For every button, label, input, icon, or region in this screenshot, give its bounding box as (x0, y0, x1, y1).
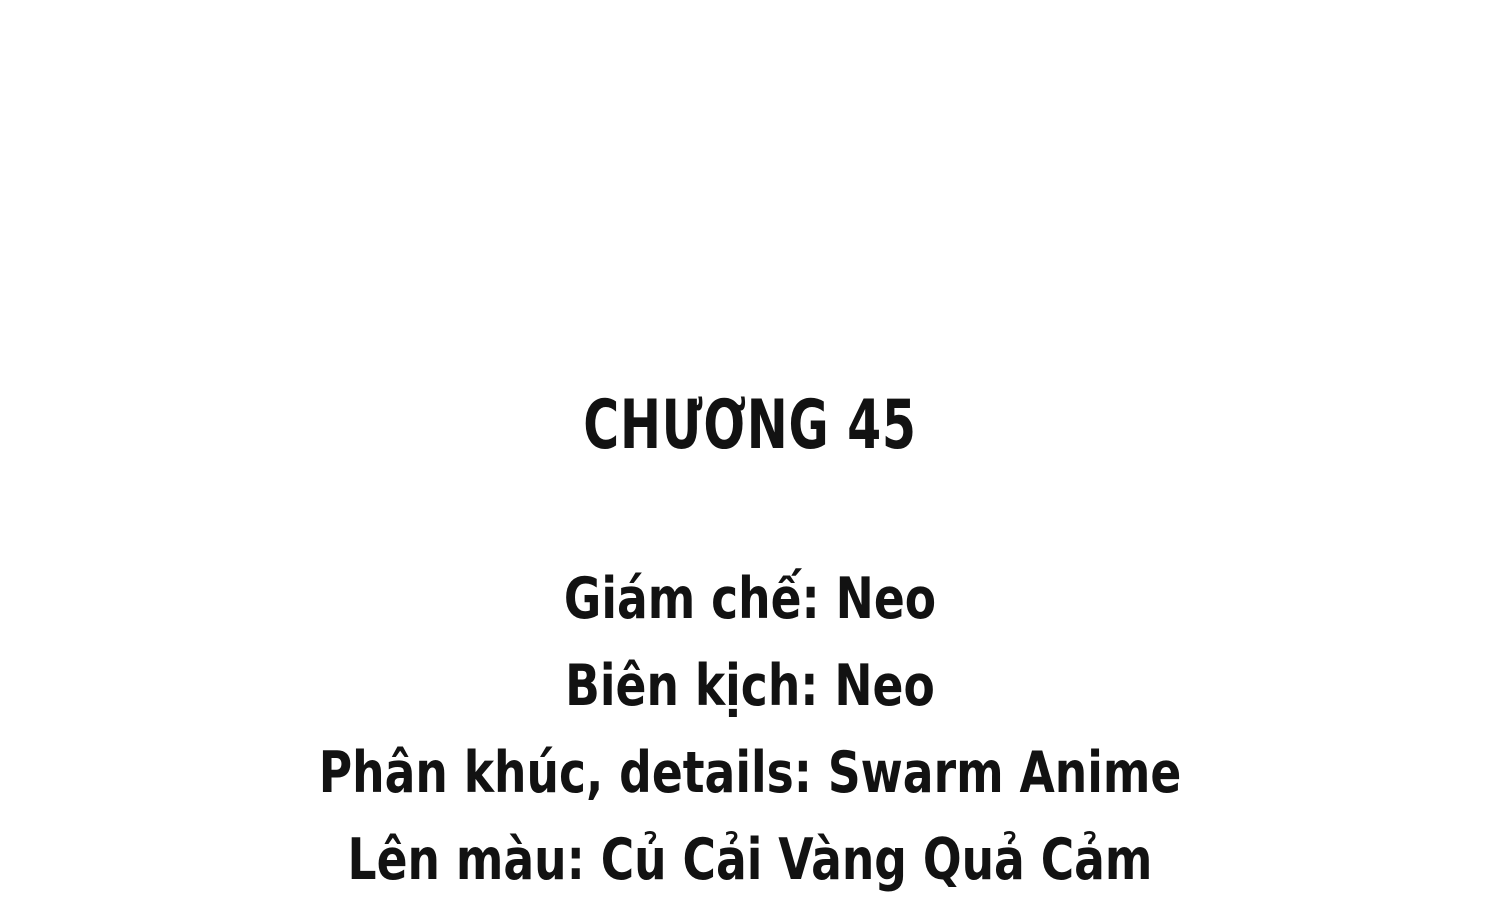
credits-block (0, 556, 1500, 900)
credit-line-phan-khuc-details: Phân khúc, details: Swarm Anime (318, 740, 1182, 806)
credit-line-giam-che: Giám chế: Neo (563, 566, 937, 632)
chapter-title: CHƯƠNG 45 (583, 386, 917, 465)
credit-line-len-mau: Lên màu: Củ Cải Vàng Quả Cảm (347, 827, 1153, 893)
credit-line-bien-kich: Biên kịch: Neo (565, 653, 935, 719)
